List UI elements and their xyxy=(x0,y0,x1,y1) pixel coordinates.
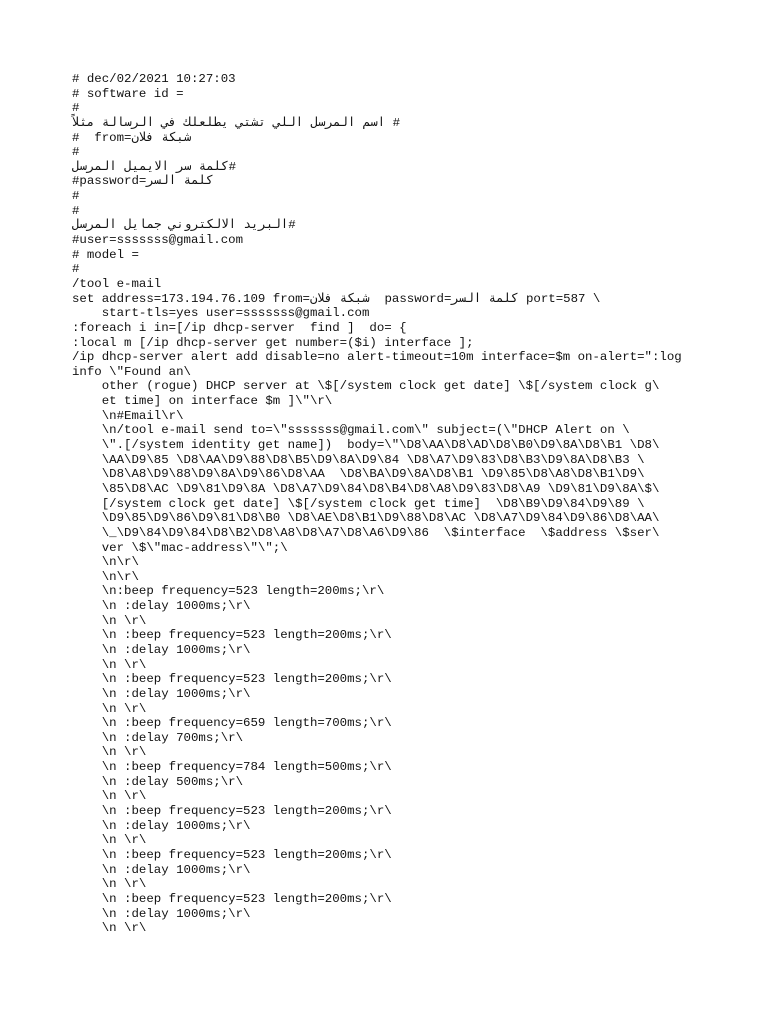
script-line: \n \r\ xyxy=(72,613,147,628)
script-line: \n \r\ xyxy=(72,745,147,760)
script-line: # software id = xyxy=(72,86,184,101)
script-line: \n:beep frequency=523 length=200ms;\r\ xyxy=(72,584,385,599)
script-line: \".[/system identity get name]) body=\"\D8\AA\D8\AD\D8\B0\D9\8A\D8\B1 \D8\ xyxy=(72,438,660,453)
script-line: \n :beep frequency=523 length=200ms;\r\ xyxy=(72,628,392,643)
script-line: # xyxy=(72,262,80,277)
script-line: \AA\D9\85 \D8\AA\D9\88\D8\B5\D9\8A\D9\84 \D8\A7\D9\83\D8\B3\D9\8A\D8\B3 \ xyxy=(72,452,645,467)
script-line: /tool e-mail xyxy=(72,276,162,291)
script-line: set address=173.194.76.109 from=شبكة فلان password=كلمة السر port=587 \ xyxy=(72,291,601,306)
script-line: \n :delay 1000ms;\r\ xyxy=(72,599,251,614)
script-line: et time] on interface $m ]\"\r\ xyxy=(72,394,333,409)
script-line: \n#Email\r\ xyxy=(72,408,184,423)
script-line: \n \r\ xyxy=(72,789,147,804)
script-line: # from=شبكة فلان xyxy=(72,130,192,145)
script-line: \n :beep frequency=659 length=700ms;\r\ xyxy=(72,716,392,731)
script-line: \n :delay 500ms;\r\ xyxy=(72,774,244,789)
script-line: \85\D8\AC \D9\81\D9\8A \D8\A7\D9\84\D8\B4\D8\A8\D9\83\D8\A9 \D9\81\D9\8A\$\ xyxy=(72,481,660,496)
script-line: info \"Found an\ xyxy=(72,364,191,379)
script-line: start-tls=yes user=sssssss@gmail.com xyxy=(72,306,370,321)
script-line: \n \r\ xyxy=(72,701,147,716)
script-line: \n :delay 700ms;\r\ xyxy=(72,730,244,745)
script-line: # اسم المرسل اللي تشتي يطلعلك في الرسالة مثلاً xyxy=(72,115,401,130)
script-line: # xyxy=(72,189,80,204)
script-line: \n :delay 1000ms;\r\ xyxy=(72,686,251,701)
script-line: \D8\A8\D9\88\D9\8A\D9\86\D8\AA \D8\BA\D9\8A\D8\B1 \D9\85\D8\A8\D8\B1\D9\ xyxy=(72,467,645,482)
script-line: \n/tool e-mail send to=\"sssssss@gmail.com\" subject=(\"DHCP Alert on \ xyxy=(72,423,630,438)
script-line: other (rogue) DHCP server at \$[/system clock get date] \$[/system clock g\ xyxy=(72,379,660,394)
script-line: \D9\85\D9\86\D9\81\D8\B0 \D8\AE\D8\B1\D9\88\D8\AC \D8\A7\D9\84\D9\86\D8\AA\ xyxy=(72,511,660,526)
script-line: :local m [/ip dhcp-server get number=($i) interface ]; xyxy=(72,335,474,350)
script-line: # xyxy=(72,145,80,160)
script-line: \n \r\ xyxy=(72,877,147,892)
script-line: \n :beep frequency=523 length=200ms;\r\ xyxy=(72,672,392,687)
script-text-block xyxy=(72,72,712,936)
script-line: \n :beep frequency=523 length=200ms;\r\ xyxy=(72,804,392,819)
script-line: \n :delay 1000ms;\r\ xyxy=(72,642,251,657)
script-line: # xyxy=(72,203,80,218)
script-line: \n :delay 1000ms;\r\ xyxy=(72,906,251,921)
script-line: :foreach i in=[/ip dhcp-server find ] do= { xyxy=(72,320,407,335)
script-line: # xyxy=(72,101,80,116)
script-line: #password=كلمة السر xyxy=(72,174,214,189)
script-line: \n :beep frequency=523 length=200ms;\r\ xyxy=(72,891,392,906)
script-line: [/system clock get date] \$[/system clock get time] \D8\B9\D9\84\D9\89 \ xyxy=(72,496,645,511)
script-line: #كلمة سر الايميل المرسل xyxy=(72,159,237,174)
script-line: \n :delay 1000ms;\r\ xyxy=(72,818,251,833)
script-line: #user=sssssss@gmail.com xyxy=(72,233,244,248)
script-line: \n\r\ xyxy=(72,569,139,584)
script-line: ver \$\"mac-address\"\";\ xyxy=(72,540,288,555)
script-line: \_\D9\84\D9\84\D8\B2\D8\A8\D8\A7\D8\A6\D9\86 \$interface \$address \$ser\ xyxy=(72,525,660,540)
script-line: \n \r\ xyxy=(72,921,147,936)
script-line: \n \r\ xyxy=(72,833,147,848)
script-line: /ip dhcp-server alert add disable=no alert-timeout=10m interface=$m on-alert=":log xyxy=(72,350,682,365)
script-line: \n \r\ xyxy=(72,657,147,672)
script-line: # model = xyxy=(72,247,139,262)
script-line: \n :beep frequency=784 length=500ms;\r\ xyxy=(72,760,392,775)
script-line: #البريد الالكتروني جمايل المرسل xyxy=(72,218,296,233)
script-line: \n\r\ xyxy=(72,555,139,570)
script-line: \n :beep frequency=523 length=200ms;\r\ xyxy=(72,847,392,862)
script-line: # dec/02/2021 10:27:03 xyxy=(72,72,236,86)
script-line: \n :delay 1000ms;\r\ xyxy=(72,862,251,877)
